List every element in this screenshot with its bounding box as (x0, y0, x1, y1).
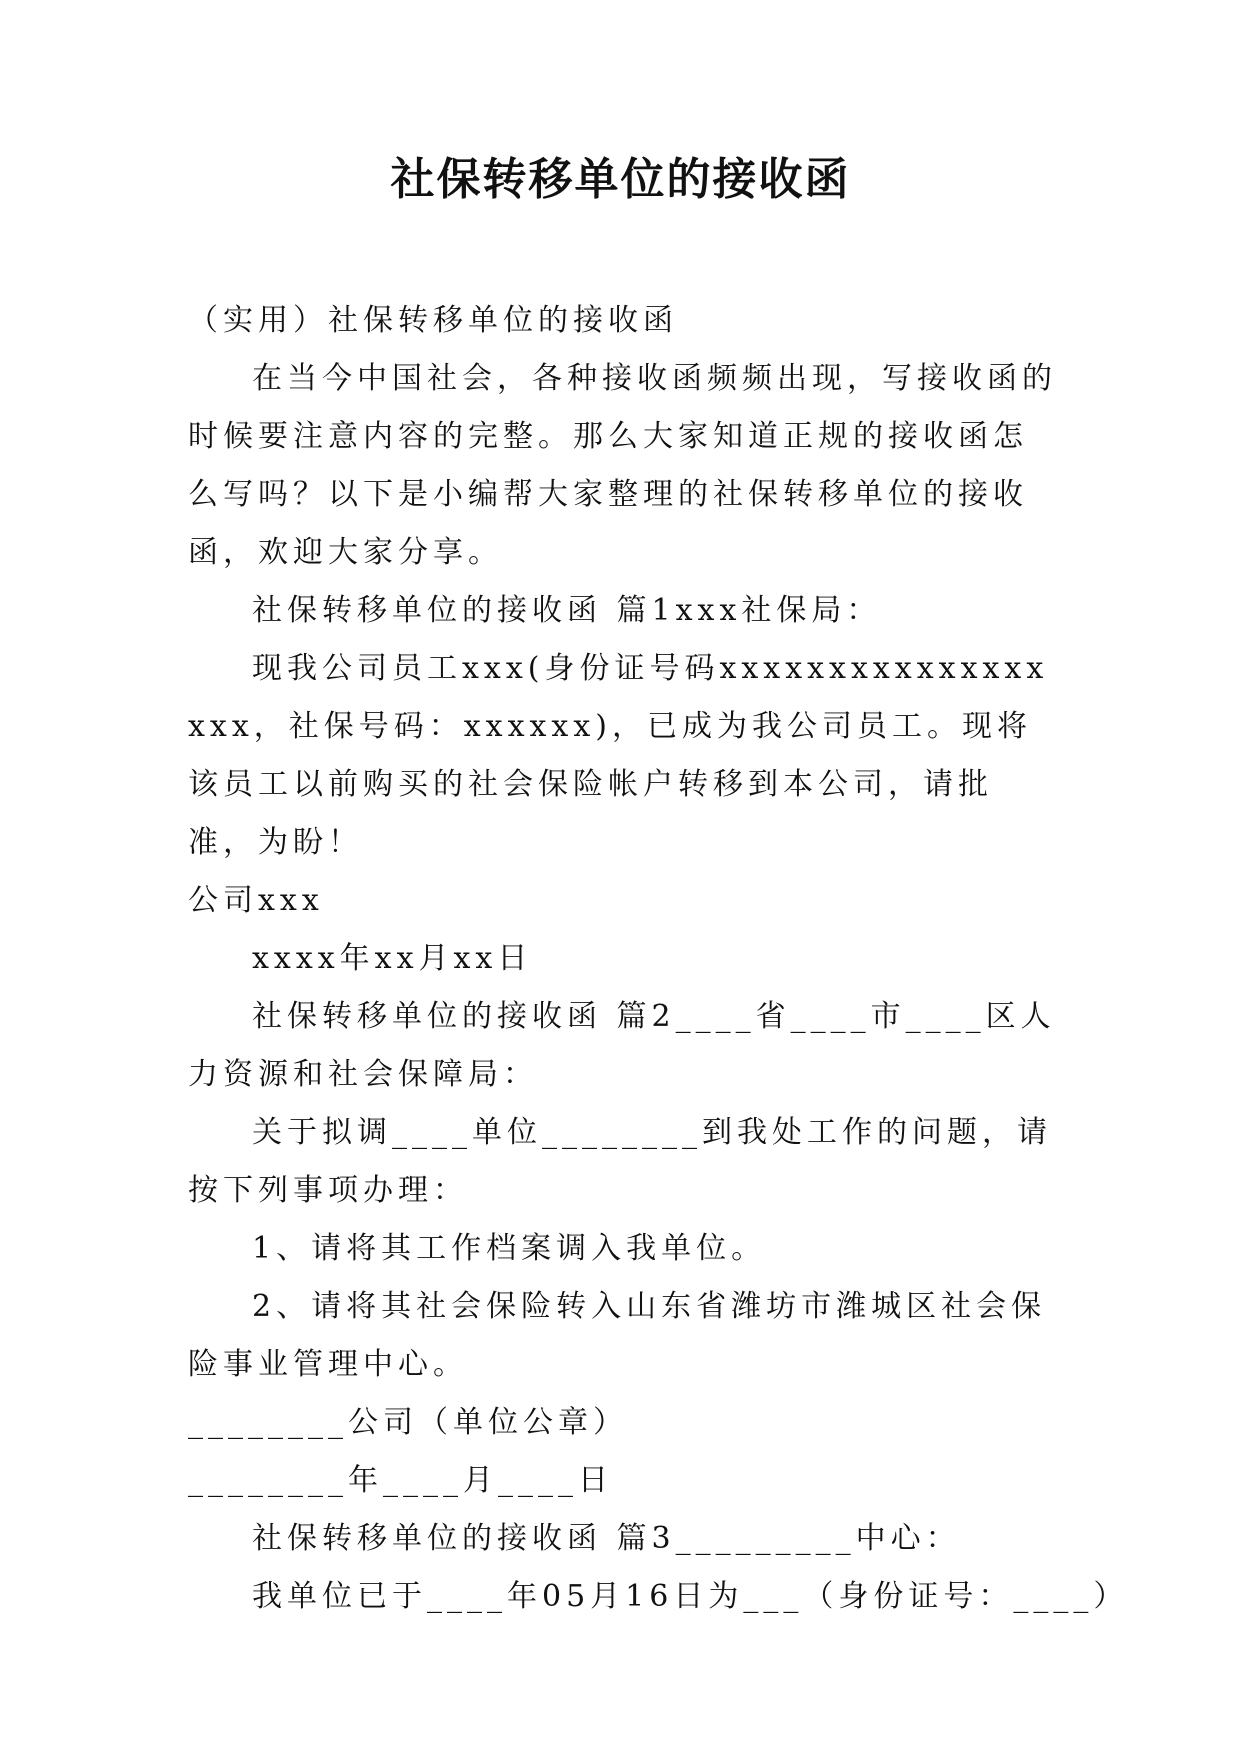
paragraph-intro: 在当今中国社会，各种接收函频频出现，写接收函的时候要注意内容的完整。那么大家知道正规的接收函怎么写吗？以下是小编帮大家整理的社保转移单位的接收函，欢迎大家分享。 (188, 361, 1057, 570)
paragraph-section-3-body: 我单位已于____年05月16日为___（身份证号：____） (252, 1579, 1129, 1614)
paragraph-section-1-body: 现我公司员工xxx(身份证号码xxxxxxxxxxxxxxxxxx，社保号码：xxxxxx)，已成为我公司员工。现将该员工以前购买的社会保险帐户转移到本公司，请批准，为盼！ (188, 651, 1049, 860)
paragraph-section-2-item-2: 2、请将其社会保险转入山东省潍坊市潍城区社会保险事业管理中心。 (188, 1289, 1047, 1382)
paragraph-section-2-signature: ________公司（单位公章） (188, 1405, 628, 1440)
paragraph-section-3-heading: 社保转移单位的接收函 篇3_________中心： (252, 1521, 961, 1556)
document-title: 社保转移单位的接收函 (390, 154, 851, 205)
paragraph-section-1-date: xxxx年xx月xx日 (252, 941, 533, 976)
paragraph-subtitle: （实用）社保转移单位的接收函 (188, 303, 678, 338)
paragraph-section-2-item-1: 1、请将其工作档案调入我单位。 (252, 1231, 767, 1266)
paragraph-section-1-heading: 社保转移单位的接收函 篇1xxx社保局： (252, 593, 882, 628)
document-body (188, 292, 1129, 1626)
paragraph-section-1-signature: 公司xxx (188, 883, 324, 918)
paragraph-section-2-body: 关于拟调____单位________到我处工作的问题，请按下列事项办理： (188, 1115, 1052, 1208)
paragraph-section-2-heading: 社保转移单位的接收函 篇2____省____市____区人力资源和社会保障局： (188, 999, 1056, 1092)
paragraph-section-2-date: ________年____月____日 (188, 1463, 613, 1498)
